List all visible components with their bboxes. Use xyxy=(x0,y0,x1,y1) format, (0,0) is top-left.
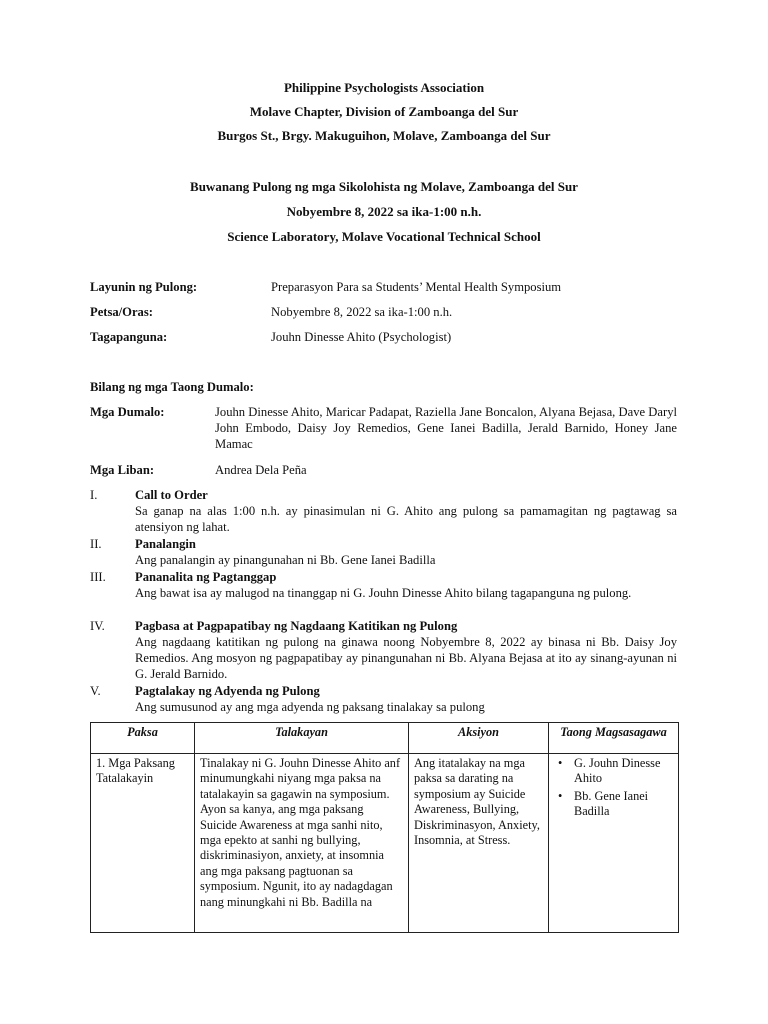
date-label: Petsa/Oras: xyxy=(90,305,153,319)
section-body-call-to-order: Sa ganap na alas 1:00 n.h. ay pinasimulan ni G. Ahito ang pulong sa pamamagitan ng pagtawag sa atensiyon ng lahat. xyxy=(135,504,677,534)
section-title-prayer: Panalangin xyxy=(135,537,196,551)
section-title-welcome: Pananalita ng Pagtanggap xyxy=(135,570,277,584)
column-header-paksa: Paksa xyxy=(91,723,195,754)
meeting-title: Buwanang Pulong ng mga Sikolohista ng Molave, Zamboanga del Sur xyxy=(190,179,578,194)
aksiyon-text: Ang itatalakay na mga paksa sa darating na symposium ay Suicide Awareness, Bullying, Diskriminasyon, Anxiety, Insomnia, at Stress. xyxy=(414,756,540,848)
present-label: Mga Dumalo: xyxy=(90,405,165,419)
section-number: III. xyxy=(90,570,106,584)
absent-value: Andrea Dela Peña xyxy=(215,463,307,477)
table-row xyxy=(91,754,679,933)
presider-value: Jouhn Dinesse Ahito (Psychologist) xyxy=(271,330,452,344)
section-body-agenda: Ang sumusunod ay ang mga adyenda ng paksang tinalakay sa pulong xyxy=(135,700,485,714)
paksa-text: 1. Mga Paksang Tatalakayin xyxy=(96,756,175,786)
list-item: • Bb. Gene Ianei Badilla xyxy=(574,789,673,820)
attendance-count-label: Bilang ng mga Taong Dumalo: xyxy=(90,380,254,394)
date-value: Nobyembre 8, 2022 sa ika-1:00 n.h. xyxy=(271,305,453,319)
list-item: • G. Jouhn Dinesse Ahito xyxy=(574,756,673,787)
column-header-talakayan: Talakayan xyxy=(195,723,409,754)
column-header-taong-magsasagawa: Taong Magsasagawa xyxy=(549,723,679,754)
section-body-minutes: Ang nagdaang katitikan ng pulong na ginawa noong Nobyembre 8, 2022 ay binasa ni Bb. Daisy Joy Remedios. Ang mosyon ng pagpapatibay ay pinangunahan ni Bb. Alyana Bejasa at ito ay sinang-ayunan ni G. Jerald Barnido. xyxy=(135,635,677,681)
meeting-datetime: Nobyembre 8, 2022 sa ika-1:00 n.h. xyxy=(286,204,482,219)
agenda-table xyxy=(90,722,679,933)
section-number: IV. xyxy=(90,619,105,633)
present-value: Jouhn Dinesse Ahito, Maricar Padapat, Raziella Jane Boncalon, Alyana Bejasa, Dave Daryl John Embodo, Daisy Joy Remedios, Gene Ianei Badilla, Jerald Barnido, Honey Jane Mamac xyxy=(215,405,677,451)
table-header-row xyxy=(91,723,679,754)
purpose-label: Layunin ng Pulong: xyxy=(90,280,198,294)
cell-taong-magsasagawa xyxy=(549,754,679,933)
purpose-value: Preparasyon Para sa Students’ Mental Health Symposium xyxy=(271,280,562,294)
organization-name: Philippine Psychologists Association xyxy=(283,80,485,95)
section-number: II. xyxy=(90,537,102,551)
section-body-prayer: Ang panalangin ay pinangunahan ni Bb. Gene Ianei Badilla xyxy=(135,553,436,567)
column-header-aksiyon: Aksiyon xyxy=(409,723,549,754)
chapter-name: Molave Chapter, Division of Zamboanga del Sur xyxy=(249,104,519,119)
cell-aksiyon xyxy=(409,754,549,933)
presider-label: Tagapanguna: xyxy=(90,330,168,344)
cell-talakayan xyxy=(195,754,409,933)
section-number: V. xyxy=(90,684,101,698)
section-title-minutes: Pagbasa at Pagpapatibay ng Nagdaang Katitikan ng Pulong xyxy=(135,619,458,633)
responsible-people-list xyxy=(554,756,673,820)
address: Burgos St., Brgy. Makuguihon, Molave, Zamboanga del Sur xyxy=(217,128,551,143)
cell-paksa xyxy=(91,754,195,933)
meeting-venue: Science Laboratory, Molave Vocational Technical School xyxy=(227,229,541,244)
talakayan-text: Tinalakay ni G. Jouhn Dinesse Ahito anf minumungkahi niyang mga paksa na tatalakayin sa gagawin na symposium. Ayon sa kanya, ang mga paksang Suicide Awareness at mga sanhi nito, mga epekto at sanhi ng bullying, diskriminasiyon, anxiety, at insomnia ang mga paksang pagtuonan sa symposium. Ngunit, ito ay nadagdagan nang minungkahi ni Bb. Badilla na xyxy=(200,756,401,909)
section-title-call-to-order: Call to Order xyxy=(135,488,208,502)
section-title-agenda: Pagtalakay ng Adyenda ng Pulong xyxy=(135,684,320,698)
section-body-welcome: Ang bawat isa ay malugod na tinanggap ni G. Jouhn Dinesse Ahito bilang tagapanguna ng pulong. xyxy=(135,586,632,600)
absent-label: Mga Liban: xyxy=(90,463,155,477)
section-number: I. xyxy=(90,488,98,502)
